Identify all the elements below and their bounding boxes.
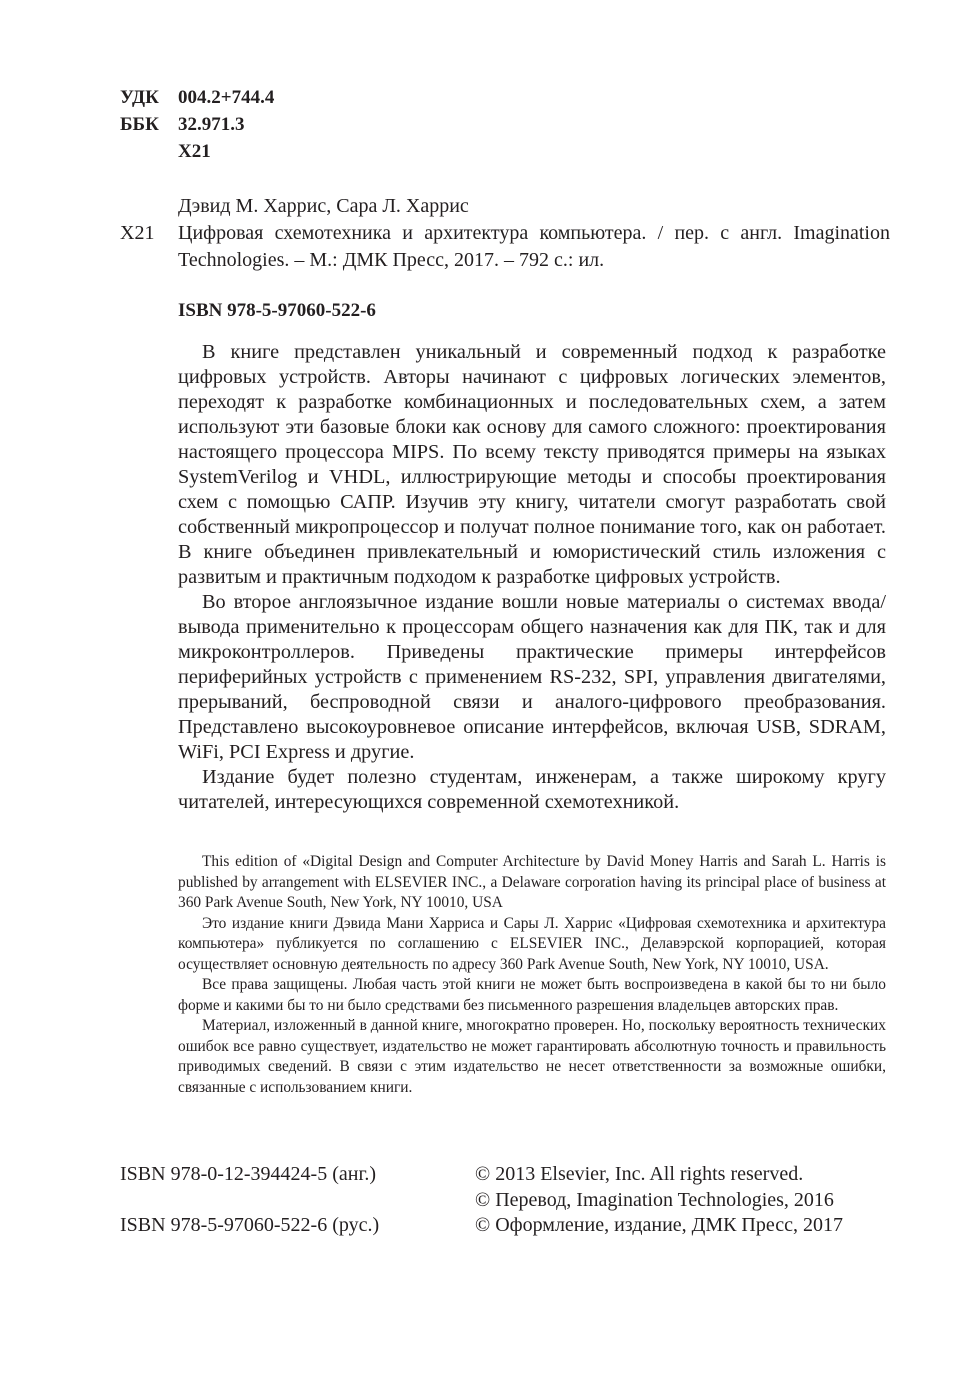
classification-block [120,84,274,165]
license-note-en: This edition of «Digital Design and Computer Architecture by David Money Harris and Sarah L. Harris is published by arrangement with ELSEVIER INC., a Delaware corporation having its principal place of business at 360 Park Avenue South, New York, NY 10010, USA [178,853,886,911]
isbn-main: ISBN 978-5-97060-522-6 [178,300,376,321]
isbn-english: ISBN 978-0-12-394424-5 (анг.) [120,1163,377,1185]
annotation-paragraph: Во второе англоязычное издание вошли новые материалы о системах ввода/вывода применительно к процессорам общего назначения как для ПК, так и для микроконтроллеров. Приведены практические примеры интерфейсов периферийных устройств с применением RS-232, SPI, управления двигателями, прерываний, беспроводной связи и аналого-цифрового преобразования. Представлено высокоуровневое описание интерфейсов, включая USB, SDRAM, WiFi, PCI Express и другие. [178,591,886,763]
license-note-ru: Это издание книги Дэвида Мани Харриса и Сары Л. Харрис «Цифровая схемотехника и архитектура компьютера» публикуется по соглашению с ELSEVIER INC., Делавэрской корпорацией, которая осуществляет основную деятельность по адресу 360 Park Avenue South, New York, NY 10010, USA. [178,914,886,973]
udk-row [120,84,274,111]
author-sign-row [120,138,274,165]
isbn-russian: ISBN 978-5-97060-522-6 (рус.) [120,1214,380,1236]
bibliographic-entry [120,220,890,274]
annotation-paragraph: Издание будет полезно студентам, инженерам, а также широкому кругу читателей, интересующихся современной схемотехникой. [178,766,886,813]
imprint-block [120,1162,890,1239]
bbk-value: 32.971.3 [178,114,245,135]
author-sign: Х21 [178,141,211,162]
udk-value: 004.2+744.4 [178,87,275,108]
annotation-paragraph: В книге представлен уникальный и современный подход к разработке цифровых устройств. Авторы начинают с цифровых логических элементов, переходят к разработке комбинационных и последовательных схем, а затем используют эти базовые блоки как основу для самого сложного: проектирования настоящего процессора MIPS. По всему тексту приводятся примеры на языках SystemVerilog и VHDL, иллюстрирующие методы и способы проектирования схем с помощью САПР. Изучив эту книгу, читатели смогут разработать свой собственный микропроцессор и получат полное понимание того, как он работает. В книге объединен привлекательный и юмористический стиль изложения с развитым и практичным подходом к разработке цифровых устройств. [178,341,886,588]
copyright-elsevier: © 2013 Elsevier, Inc. All rights reserved. [475,1163,804,1185]
authors: Дэвид М. Харрис, Сара Л. Харрис [178,195,469,217]
annotation [178,340,886,815]
disclaimer-note: Материал, изложенный в данной книге, многократно проверен. Но, поскольку вероятность технических ошибок все равно существует, издательство не может гарантировать абсолютную точность и правильность приводимых сведений. В связи с этим издательство не несет ответственности за возможные ошибки, связанные с использованием книги. [178,1017,886,1096]
bibliographic-record [120,193,890,274]
udk-label: УДК [120,87,159,108]
bibliographic-code: Х21 [120,222,155,244]
bbk-row [120,111,274,138]
copyright-design: © Оформление, издание, ДМК Пресс, 2017 [475,1214,844,1236]
bbk-label: ББК [120,114,159,135]
legal-notes [178,852,886,1098]
copyright-translation: © Перевод, Imagination Technologies, 2016 [475,1188,834,1211]
rights-note: Все права защищены. Любая часть этой книги не может быть воспроизведена в какой бы то ни было форме и какими бы то ни было средствами без письменного разрешения владельцев авторских прав. [178,976,886,1014]
bibliographic-description: Цифровая схемотехника и архитектура компьютера. / пер. с англ. Imagination Technologies. – М.: ДМК Пресс, 2017. – 792 с.: ил. [178,222,890,271]
